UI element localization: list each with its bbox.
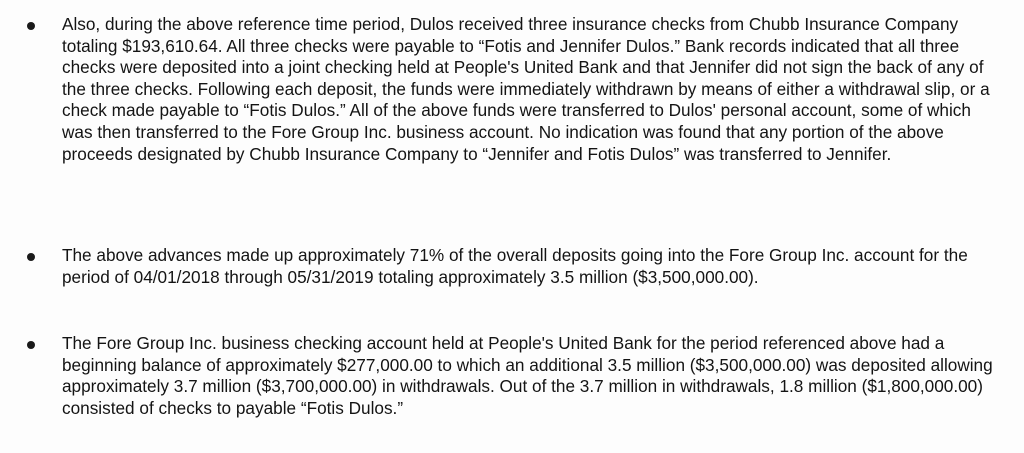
bullet-dot-icon — [27, 253, 35, 261]
bullet-text: Also, during the above reference time period, Dulos received three insurance checks from Chubb Insurance Company totaling $193,610.64. All three checks were payable to “Fotis and Jennifer Dulos.” Bank records indicated that all three checks were deposited into a joint checking held at People's United Bank and that Jennifer did not sign the back of any of the three checks. Following each deposit, the funds were immediately withdrawn by means of either a withdrawal slip, or a check made payable to “Fotis Dulos.” All of the above funds were transferred to Dulos' personal account, some of which was then transferred to the Fore Group Inc. business account. No indication was found that any portion of the above proceeds designated by Chubb Insurance Company to “Jennifer and Fotis Dulos” was transferred to Jennifer. — [62, 14, 990, 164]
bullet-dot-icon — [27, 22, 35, 30]
bullet-text: The Fore Group Inc. business checking account held at People's United Bank for the period referenced above had a beginning balance of approximately $277,000.00 to which an additional 3.5 million ($3,500,000.00) was deposited allowing approximately 3.7 million ($3,700,000.00) in withdrawals. Out of the 3.7 million in withdrawals, 1.8 million ($1,800,000.00) consisted of checks to payable “Fotis Dulos.” — [62, 333, 993, 418]
bullet-dot-icon — [27, 341, 35, 349]
bullet-text: The above advances made up approximately 71% of the overall deposits going into the Fore Group Inc. account for the period of 04/01/2018 through 05/31/2019 totaling approximately 3.5 million ($3,500,000.00). — [62, 245, 968, 287]
